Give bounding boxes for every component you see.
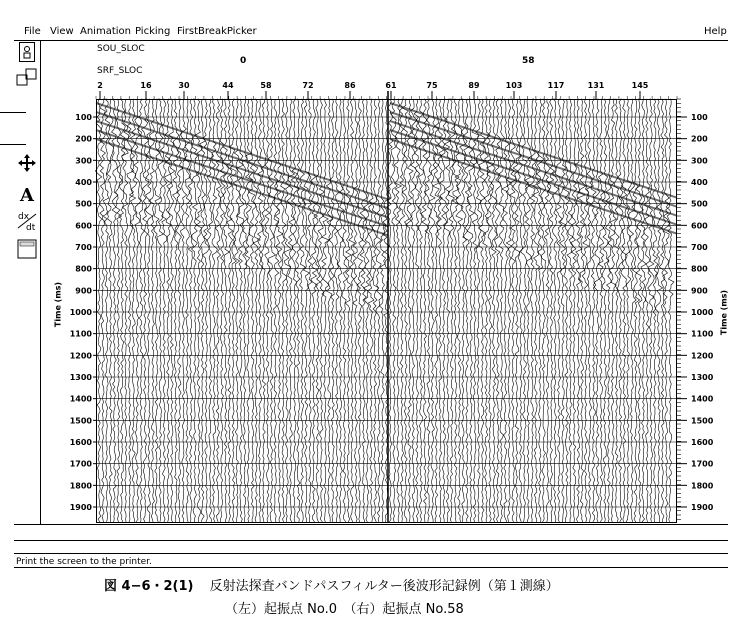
x-tick-label: 103 — [505, 81, 523, 90]
y-tick-label-left: 1000 — [69, 308, 92, 317]
x-tick-label: 75 — [426, 81, 438, 90]
panel-divider — [14, 540, 728, 541]
sou-sloc-label: SOU_SLOC — [97, 44, 145, 54]
y-tick-label-left: 1300 — [69, 373, 92, 382]
y-tick-label-right: 400 — [691, 178, 708, 187]
y-tick-label-right: 600 — [691, 221, 708, 231]
y-tick-label-right: 1700 — [691, 459, 714, 469]
y-tick-label-right: 900 — [691, 286, 708, 296]
figure-title: 反射法探査バンドパスフィルター後波形記録例（第１測線） — [209, 579, 559, 594]
y-tick-label-right: 200 — [691, 134, 708, 144]
y-tick-label-right: 100 — [691, 113, 708, 122]
menu-picking[interactable]: Picking — [135, 26, 171, 37]
panel-divider — [14, 553, 728, 554]
y-tick-label-left: 1700 — [69, 459, 92, 469]
svg-text:dx: dx — [18, 212, 30, 222]
y-tick-label-left: 1900 — [69, 503, 92, 512]
menu-view[interactable]: View — [50, 26, 74, 37]
y-tick-label-right: 700 — [691, 243, 708, 252]
y-tick-label-left: 1600 — [69, 438, 92, 447]
menu-firstbreakpicker[interactable]: FirstBreakPicker — [177, 26, 257, 37]
y-tick-label-right: 1900 — [691, 503, 714, 512]
y-tick-label-right: 1200 — [691, 351, 714, 361]
x-tick-label: 2 — [97, 81, 103, 90]
annotate-icon[interactable]: A — [20, 184, 34, 206]
y-tick-label-right: 1100 — [691, 329, 714, 339]
y-tick-label-right: 1600 — [691, 438, 714, 447]
y-tick-label-right: 800 — [691, 264, 708, 274]
y-tick-label-left: 800 — [75, 264, 92, 274]
figure-caption-line2: （左）起振点 No.0 （右）起振点 No.58 — [225, 602, 464, 617]
y-tick-label-left: 1200 — [69, 351, 92, 361]
y-axis-label-right: Time (ms) — [719, 289, 729, 336]
status-message: Print the screen to the printer. — [16, 557, 152, 567]
y-tick-label-right: 1800 — [691, 481, 714, 491]
menu-help[interactable]: Help — [704, 26, 727, 37]
y-tick-label-left: 200 — [75, 134, 92, 144]
y-tick-label-left: 1500 — [69, 416, 92, 426]
y-tick-label-left: 500 — [75, 199, 92, 209]
y-tick-label-left: 400 — [75, 178, 92, 187]
y-tick-label-right: 300 — [691, 156, 708, 166]
shot-number-right: 58 — [522, 56, 535, 66]
x-tick-label: 30 — [178, 81, 190, 90]
srf-sloc-label: SRF_SLOC — [97, 66, 143, 76]
y-tick-label-right: 500 — [691, 199, 708, 209]
x-tick-label: 117 — [547, 81, 565, 90]
shot-number-left: 0 — [240, 56, 247, 66]
x-tick-label: 16 — [140, 81, 152, 90]
x-tick-label: 89 — [468, 81, 480, 90]
y-tick-label-left: 700 — [75, 243, 92, 252]
y-tick-label-left: 600 — [75, 221, 92, 231]
y-tick-label-right: 1400 — [691, 394, 714, 404]
menu-animation[interactable]: Animation — [80, 26, 131, 37]
x-tick-label: 44 — [222, 81, 234, 90]
figure-number: 図 4−6・2(1) — [104, 579, 194, 594]
y-tick-label-right: 1000 — [691, 308, 714, 317]
x-tick-label: 131 — [587, 81, 605, 90]
menu-file[interactable]: File — [24, 26, 41, 37]
x-tick-label: 72 — [302, 81, 314, 90]
svg-text:dt: dt — [26, 223, 36, 232]
plot-border — [96, 99, 677, 523]
y-tick-label-left: 1100 — [69, 329, 92, 339]
panel-divider — [14, 524, 728, 525]
y-tick-label-left: 900 — [75, 286, 92, 296]
y-axis-label-left: Time (ms) — [53, 281, 63, 328]
y-tick-label-left: 1800 — [69, 481, 92, 491]
y-tick-label-left: 100 — [75, 113, 92, 122]
x-tick-label: 61 — [385, 81, 397, 90]
panel-divider — [14, 567, 728, 568]
figure-caption-line1 — [104, 575, 559, 594]
y-tick-label-right: 1300 — [691, 373, 714, 382]
x-tick-label: 86 — [344, 81, 356, 90]
x-tick-label: 58 — [260, 81, 272, 90]
y-tick-label-left: 300 — [75, 156, 92, 166]
y-tick-label-right: 1500 — [691, 416, 714, 426]
x-tick-label: 145 — [631, 81, 649, 90]
y-tick-label-left: 1400 — [69, 394, 92, 404]
